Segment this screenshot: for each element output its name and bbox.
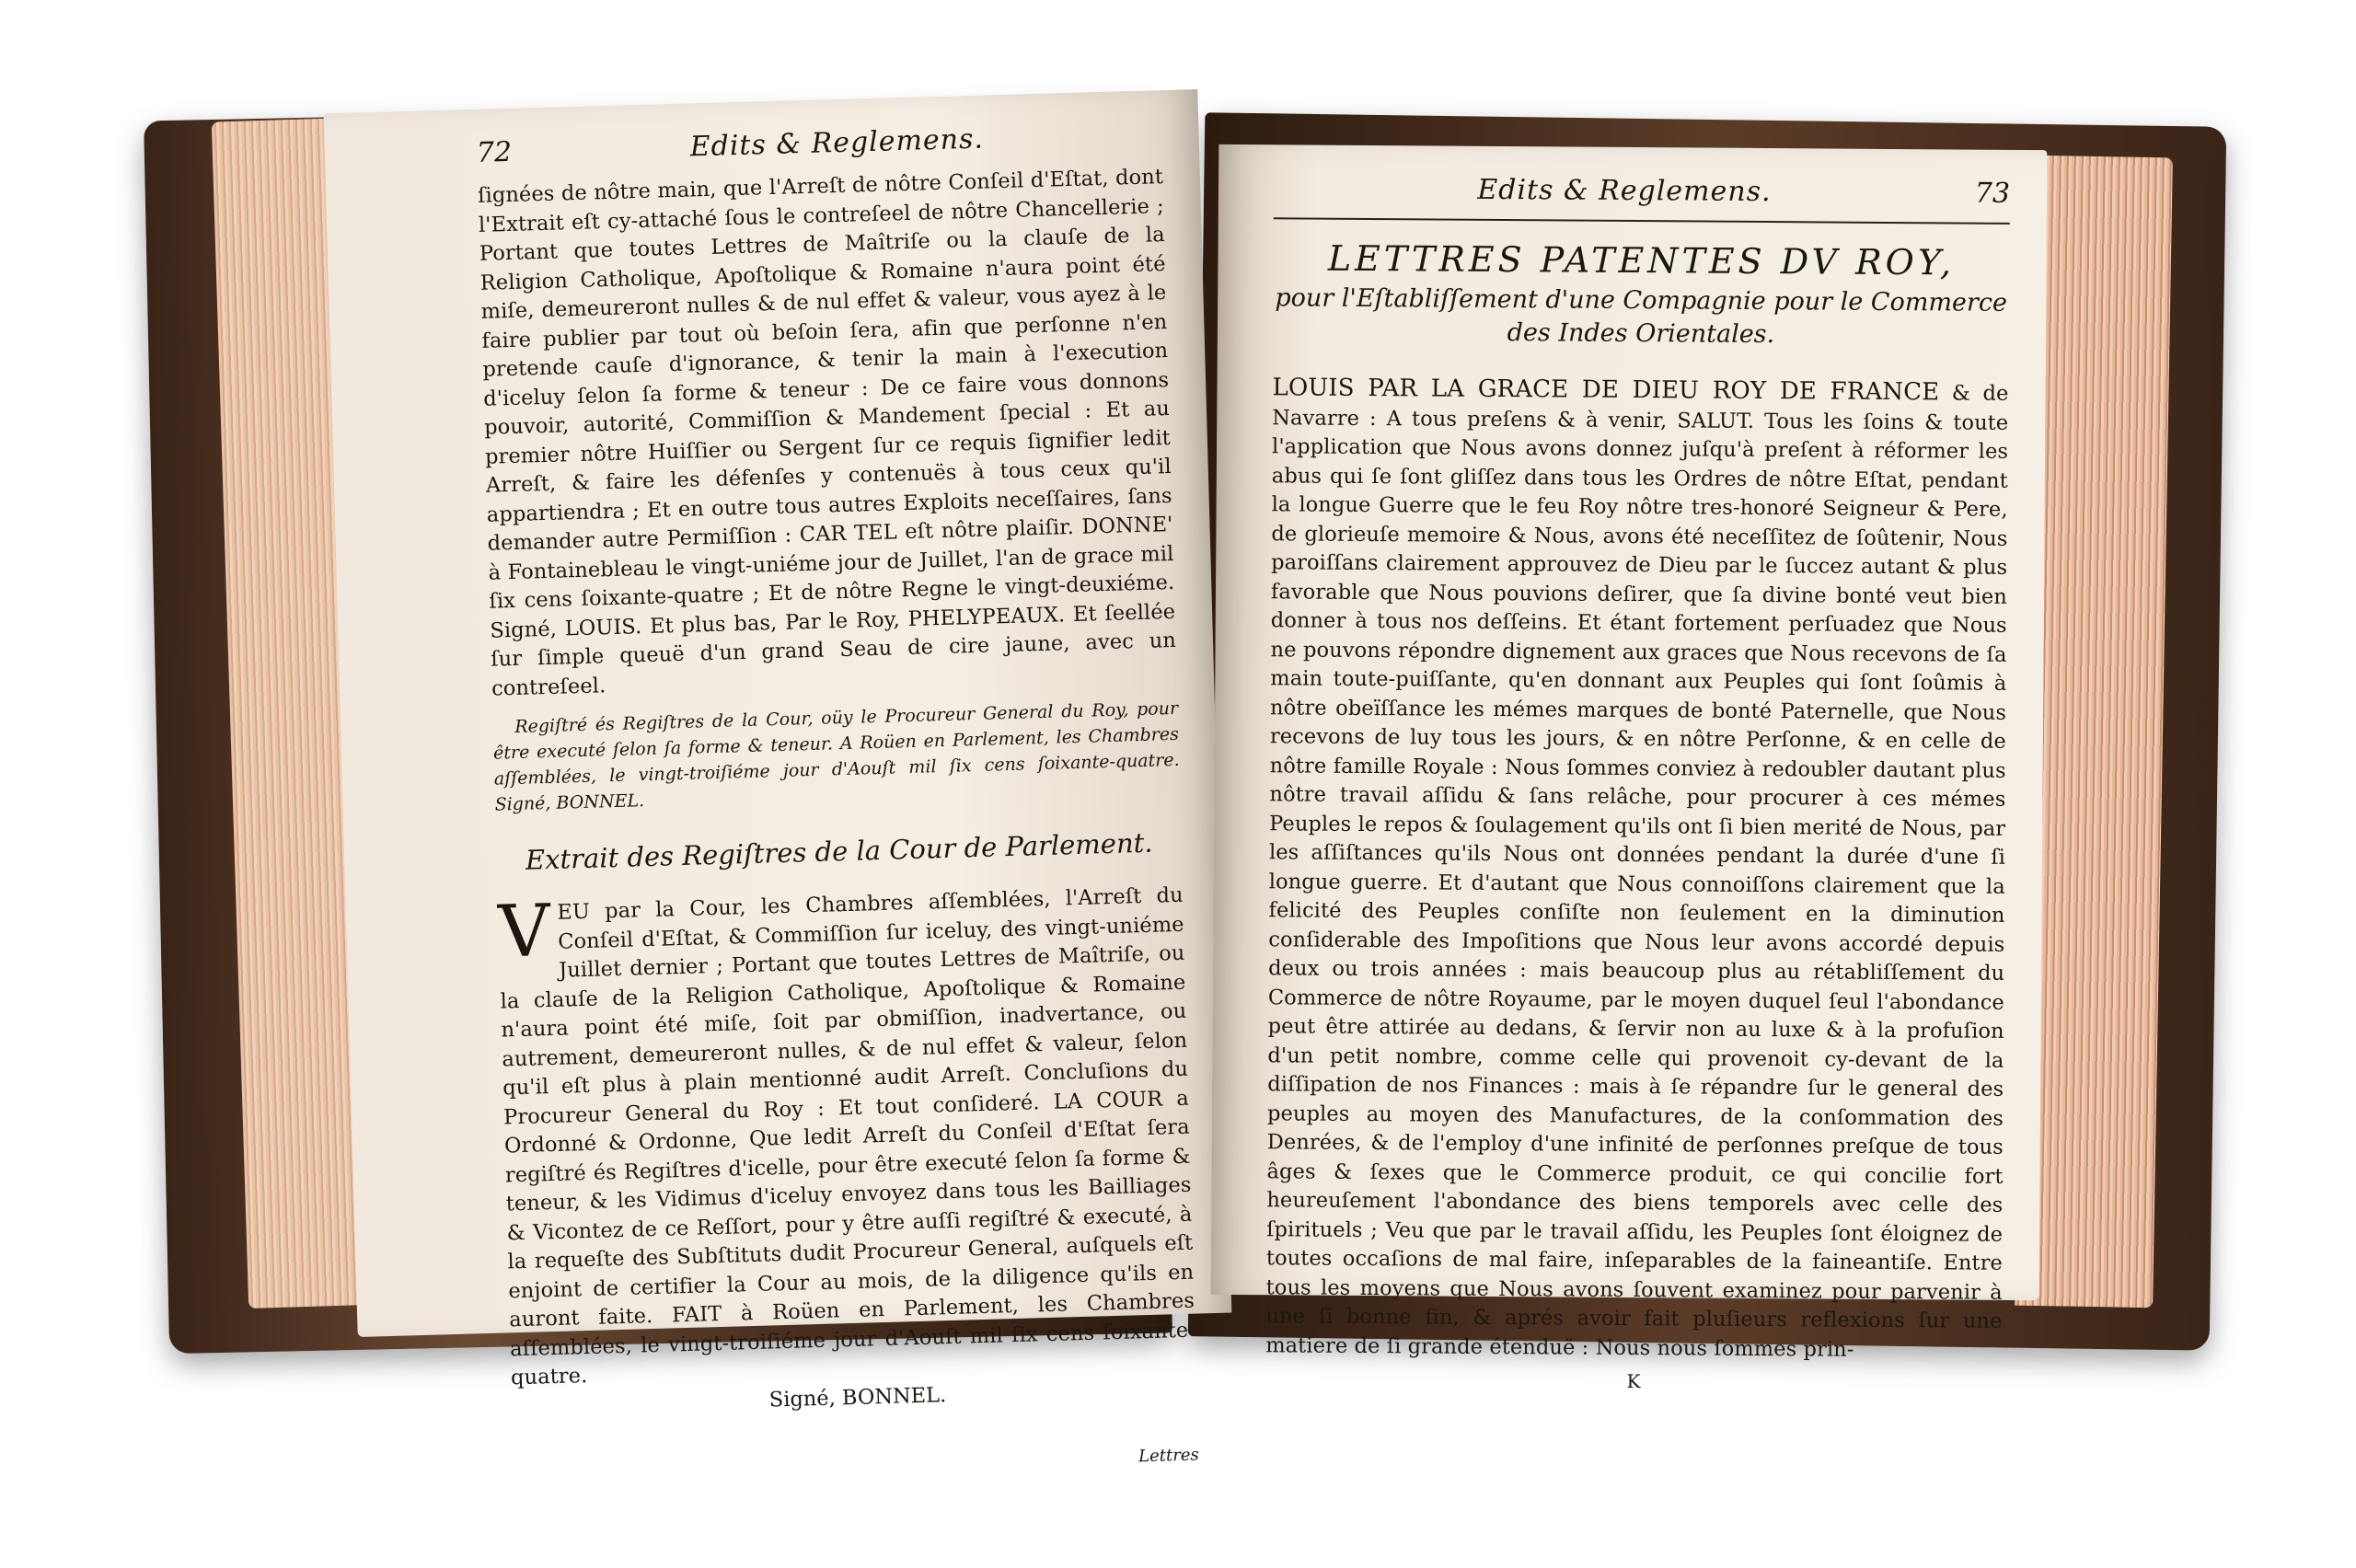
right-running-head	[1274, 172, 2010, 210]
left-running-title: Edits & Reglemens.	[689, 122, 985, 164]
right-page-number: 73	[1974, 177, 2011, 210]
left-page	[324, 89, 1232, 1467]
left-signature: Signé, BONNEL.	[768, 1382, 947, 1412]
left-page-number: 72	[476, 135, 513, 169]
right-page	[1211, 144, 2048, 1393]
signature-mark: K	[1626, 1370, 1641, 1393]
left-paragraph-2-text: EU par la Cour, les Chambres aſſemblées, l'Arreſt du Conſeil d'Eſtat, & Commiſſion ſur iceluy, des vingt-uniéme Juillet dernier ; Portant que toutes Lettres de Maîtriſe, ou la clauſe de la Religion Catholique, Apoſtolique & Romaine n'aura point été miſe, ſoit par obmiſſion, inadvertance, ou autrement, demeureront nulles, & de nul effet & valeur, ſelon qu'il eſt plus à plain mentionné audit Arreſt. Concluſions du Procureur General du Roy : Et tout conſideré. LA COUR a Ordonné & Ordonne, Que ledit Arreſt du Conſeil d'Eſtat ſera regiſtré és Regiſtres d'icelle, pour être executé ſelon ſa forme & teneur, & les Vidimus d'iceluy envoyez dans tous les Bailliages & Vicontez de ce Reſſort, pour y être auſſi regiſtré & executé, à la requeſte des Subſtituts dudit Procureur General, auſquels eſt enjoint de certifier la Cour au mois, de la diligence qu'ils en auront faite. FAIT à Roüen en Parlement, les Chambres aſſemblées, le vingt-troiſiéme jour d'Aouſt mil ſix cens ſoixante-quatre.	[500, 882, 1196, 1390]
left-paragraph-1: ſignées de nôtre main, que l'Arreſt de nôtre Conſeil d'Eſtat, dont l'Extrait eſt cy-attaché ſous le contreſeel de nôtre Chancellerie ; Portant que toutes Lettres de Maîtriſe ou la clauſe de la Religion Catholique, Apoſtolique & Romaine n'aura point été miſe, demeureront nulles & de nul effet & valeur, vous ayez à le faire publier par tout où beſoin ſera, afin que perſonne n'en pretende cauſe d'ignorance, & tenir la main à l'execution d'iceluy ſelon ſa forme & teneur : De ce faire vous donnons pouvoir, autorité, Commiſſion & Mandement ſpecial : Et au premier nôtre Huiſſier ou Sergent ſur ce requis ſignifier ledit Arreſt, & faire les défenſes y contenuës à tous ceux qu'il appartiendra ; Et en outre tous autres Exploits neceſſaires, ſans demander autre Permiſſion : CAR TEL eſt nôtre plaiſir. DONNE' à Fontainebleau le vingt-uniéme jour de Juillet, l'an de grace mil ſix cens ſoixante-quatre ; Et de nôtre Regne le vingt-deuxiéme. Signé, LOUIS. Et plus bas, Par le Roy, PHELYPEAUX. Et ſeellée ſur ſimple queuë d'un grand Seau de cire jaune, avec un contreſeel.	[477, 165, 1177, 701]
left-paragraph-2	[498, 882, 1197, 1393]
catchword: Lettres	[1138, 1445, 1199, 1467]
right-paragraph	[1265, 374, 2008, 1366]
right-running-title: Edits & Reglemens.	[1477, 173, 1772, 209]
registration-note: Regiſtré és Regiſtres de la Cour, oüy le Procureur General du Roy, pour être executé ſelon ſa forme & teneur. A Roüen en Parlement, les Chambres aſſemblées, le vingt-troiſiéme jour d'Aouſt mil ſix cens ſoixante-quatre. Signé, BONNEL.	[492, 698, 1180, 815]
subtitle-line-1: pour l'Eſtabliſſement d'une Compagnie pour le Commerce	[1275, 283, 2008, 317]
right-paragraph-text: & de Navarre : A tous preſens & à venir, SALUT. Tous les ſoins & toute l'application que Nous avons donnez juſqu'à preſent à réformer les abus qui ſe ſont gliſſez dans tous les Ordres de nôtre Eſtat, pendant la longue Guerre que le feu Roy nôtre tres-honoré Seigneur & Pere, de glorieuſe memoire & Nous, avons été neceſſitez de ſoûtenir, Nous paroiſſans clairement approuvez de Dieu par le ſuccez autant & plus favorable que Nous pouvions deſirer, que ſa divine bonté veut bien donner à tous nos deſſeins. Et étant fortement perſuadez que Nous ne pouvons répondre dignement aux graces que Nous recevons de ſa main toute-puiſſante, qu'en donnant aux Peuples qui ſont ſoûmis à nôtre obeïſſance les mémes marques de bonté Paternelle, que Nous recevons de luy tous les jours, & en nôtre Perſonne, & en celle de nôtre famille Royale : Nous ſommes conviez à redoubler dautant plus nôtre travail aſſidu & ſans relâche, pour procurer à ces mémes Peuples le repos & ſoulagement qu'ils ont ſi bien merité de Nous, par les aſſiſtances qu'ils Nous ont données pendant la durée d'une ſi longue guerre. Et d'autant que Nous connoiſſons clairement que la felicité des Peuples conſiſte non ſeulement en la diminution conſiderable des Impoſitions que Nous leur avons accordé depuis deux ou trois années : mais beaucoup plus au rétabliſſement du Commerce de nôtre Royaume, par le moyen duquel ſeul l'abondance peut être attirée au dedans, & ſervir non au luxe & à la profuſion d'un petit nombre, comme celle qui provenoit cy-devant de la diſſipation de nos Finances : mais à ſe répandre ſur le general des peuples au moyen des Manufactures, de la conſommation des Denrées, & de l'employ d'une infinité de perſonnes preſque de tous âges & ſexes que le Commerce produit, ce qui concilie fort heureuſement l'abondance des biens temporels avec celle des ſpirituels ; Veu que par le travail aſſidu, les Peuples ſont éloignez de toutes occaſions de mal faire, inſeparables de la faineantiſe. Entre tous les moyens que Nous avons ſouvent examinez pour parvenir à une ſi bonne fin, & aprés avoir fait pluſieurs reflexions ſur une matiere de ſi grande étenduë : Nous nous ſommes prin-	[1265, 381, 2009, 1362]
left-running-head	[476, 118, 1162, 169]
subtitle-line-2: des Indes Orientales.	[1507, 318, 1775, 350]
head-rule	[1274, 217, 2010, 225]
section-heading: Extrait des Regiſtres de la Cour de Parlement.	[525, 826, 1153, 876]
drop-cap-v: V	[497, 890, 552, 974]
lead-caps: LOUIS PAR LA GRACE DE DIEU ROY DE FRANCE	[1272, 374, 1940, 407]
main-title: LETTRES PATENTES DV ROY,	[1327, 237, 1956, 283]
